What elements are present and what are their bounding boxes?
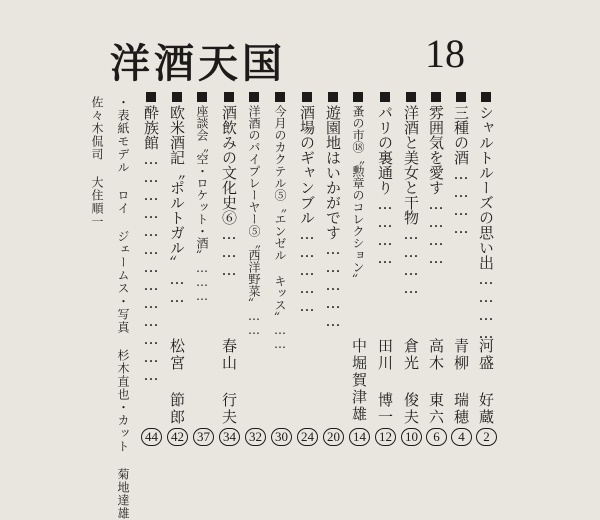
- toc-entry-page: 14: [349, 428, 370, 446]
- toc-entry: 遊園地はいかがです……………: [324, 92, 342, 330]
- toc-entry-title: 遊園地はいかがです: [324, 105, 342, 240]
- toc-entry: 洋酒のパイプレーヤー⑤〝西洋野菜〟……: [247, 92, 261, 337]
- square-bullet-icon: [249, 92, 259, 102]
- toc-entry: 酒場のギャンブル……………: [298, 92, 316, 315]
- toc-entry: 酒飲みの文化史⑥………: [220, 92, 238, 279]
- square-bullet-icon: [224, 92, 234, 102]
- toc-entry: 三種の酒…………: [452, 92, 470, 237]
- square-bullet-icon: [275, 92, 285, 102]
- square-bullet-icon: [328, 92, 338, 102]
- toc-entry-author: 春山 行夫: [220, 338, 238, 426]
- toc-entry-page: 30: [271, 428, 292, 446]
- toc-entry: 酔族館…………………………………: [142, 92, 160, 384]
- toc-entry-author: 青柳 瑞穂: [452, 338, 470, 426]
- toc-entry-title: 蚤の市⑱〝勲章のコレクション〟: [351, 105, 365, 285]
- toc-entry-author: 倉光 俊夫: [402, 338, 420, 426]
- cover-credits: ・表紙モデル ロイ ジェームス・写真 杉木直也・カット 菊地達雄: [116, 96, 130, 520]
- toc-entry-title: 酒場のギャンブル: [298, 105, 316, 225]
- toc-entry: 雰囲気を愛す…………: [427, 92, 445, 267]
- toc-entry-title: 雰囲気を愛す: [427, 105, 445, 195]
- issue-number: 18: [425, 31, 465, 76]
- toc-entry-page: 12: [375, 428, 396, 446]
- square-bullet-icon: [302, 92, 312, 102]
- toc-entry-author: 高木 東六: [427, 338, 445, 426]
- toc-entry: 洋酒と美女と干物…………: [402, 92, 420, 297]
- toc-entry-page: 6: [426, 428, 447, 446]
- toc-entry: 今月のカクテル⑤〝エンゼル キッス〟……: [273, 92, 287, 351]
- toc-entry-title: 今月のカクテル⑤〝エンゼル キッス〟: [273, 105, 287, 323]
- toc-entry-page: 10: [401, 428, 422, 446]
- toc-entry: 座談会〝空・ロケット・酒〟………: [195, 92, 209, 303]
- toc-entry-page: 4: [451, 428, 472, 446]
- toc-entry-title: 欧米酒記〝ポルトガル〟: [168, 105, 186, 270]
- toc-entry: [351, 92, 365, 285]
- toc-entry-author: 松宮 節郎: [168, 338, 186, 426]
- square-bullet-icon: [353, 92, 363, 102]
- toc-entry-title: 酔族館: [142, 105, 160, 150]
- toc-entry: 欧米酒記〝ポルトガル〟……: [168, 92, 186, 306]
- toc-entry-page: 34: [219, 428, 240, 446]
- toc-entry-title: 洋酒のパイプレーヤー⑤〝西洋野菜〟: [247, 105, 261, 309]
- toc-entry-title: 洋酒と美女と干物: [402, 105, 420, 225]
- toc-entry-page: 37: [193, 428, 214, 446]
- magazine-title: 洋酒天国: [110, 41, 286, 87]
- toc-entry-page: 20: [323, 428, 344, 446]
- square-bullet-icon: [481, 92, 491, 102]
- toc-entry-page: 44: [141, 428, 162, 446]
- toc-entry-page: 32: [245, 428, 266, 446]
- toc-entry-author: 田川 博一: [376, 338, 394, 426]
- toc-entry-title: パリの裏通り: [376, 105, 394, 195]
- square-bullet-icon: [431, 92, 441, 102]
- toc-entry-title: シャルトルーズの思い出: [477, 105, 495, 270]
- cut-credits: 佐々木侃司 大住順一: [90, 96, 104, 228]
- square-bullet-icon: [172, 92, 182, 102]
- toc-entry-page: 42: [167, 428, 188, 446]
- toc-entry-author: 河盛 好蔵: [477, 338, 495, 426]
- toc-entry: パリの裏通り…………: [376, 92, 394, 267]
- toc-entry-title: 酒飲みの文化史⑥: [220, 105, 238, 225]
- toc-entry-title: 座談会〝空・ロケット・酒〟: [195, 105, 209, 261]
- square-bullet-icon: [380, 92, 390, 102]
- toc-entry-page: 24: [297, 428, 318, 446]
- toc-entry-title: 三種の酒: [452, 105, 470, 165]
- square-bullet-icon: [146, 92, 156, 102]
- square-bullet-icon: [197, 92, 207, 102]
- toc-entry-page: 2: [476, 428, 497, 446]
- square-bullet-icon: [406, 92, 416, 102]
- toc-entry: シャルトルーズの思い出…………: [477, 92, 495, 342]
- square-bullet-icon: [456, 92, 466, 102]
- toc-entry-author: 中堀賀津雄: [350, 338, 368, 423]
